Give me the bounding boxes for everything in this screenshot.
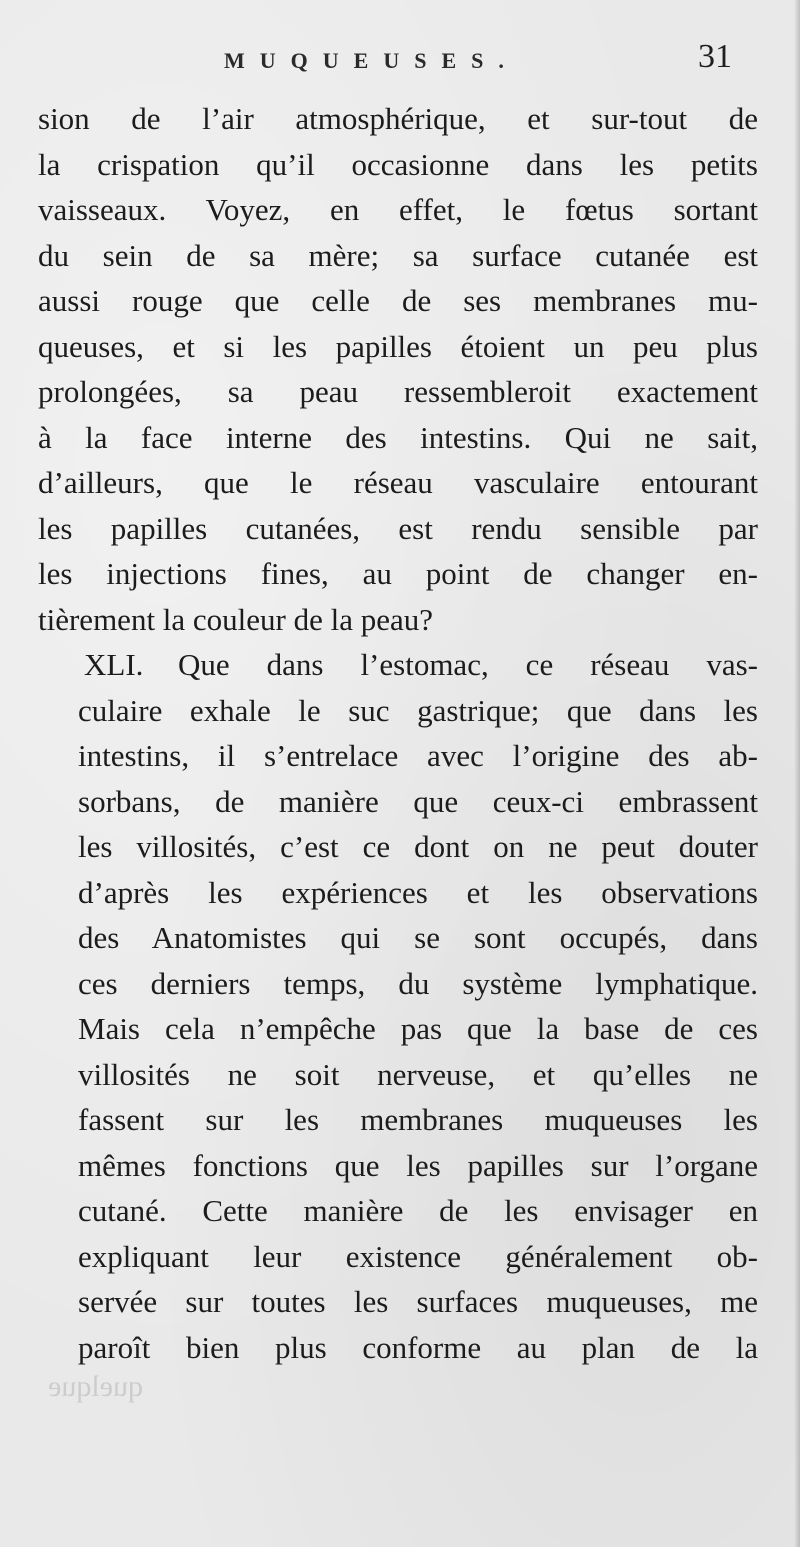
text-line: la crispation qu’il occasionne dans les petits: [38, 146, 758, 182]
text-line: cutané. Cette manière de les envisager en: [78, 1193, 758, 1228]
section-first-line-text: Que dans l’estomac, ce réseau vas-: [178, 647, 758, 682]
text-line: aussi rouge que celle de ses membranes mu-: [38, 283, 758, 318]
page-number: 31: [698, 38, 732, 75]
text-line: sorbans, de manière que ceux-ci embrassent: [78, 783, 758, 819]
page-edge-shadow: [794, 0, 800, 1547]
text-line: queuses, et si les papilles étoient un peu plus: [38, 328, 758, 364]
text-line: intestins, il s’entrelace avec l’origine des ab-: [78, 738, 758, 773]
text-line: d’après les expériences et les observations: [78, 874, 758, 910]
text-line: ces derniers temps, du système lymphatique.: [78, 965, 758, 1001]
text-line: prolongées, sa peau ressembleroit exactement: [38, 374, 758, 409]
text-line: paroît bien plus conforme au plan de la: [78, 1329, 758, 1365]
text-line: d’ailleurs, que le réseau vasculaire entourant: [38, 465, 758, 500]
text-line: culaire exhale le suc gastrique; que dans les: [78, 692, 758, 728]
text-line: les papilles cutanées, est rendu sensible par: [38, 510, 758, 546]
show-through-text: quelque: [48, 1370, 143, 1403]
text-line: à la face interne des intestins. Qui ne sait,: [38, 419, 758, 455]
text-line: fassent sur les membranes muqueuses les: [78, 1102, 758, 1137]
text-line: vaisseaux. Voyez, en effet, le fœtus sortant: [38, 192, 758, 227]
section-first-line: [38, 642, 758, 688]
text-line: les villosités, c’est ce dont on ne peut douter: [78, 829, 758, 864]
text-line: expliquant leur existence généralement ob-: [78, 1238, 758, 1274]
text-line: Mais cela n’empêche pas que la base de ces: [78, 1011, 758, 1046]
text-line: des Anatomistes qui se sont occupés, dans: [78, 920, 758, 955]
text-line: du sein de sa mère; sa surface cutanée est: [38, 237, 758, 273]
text-line: servée sur toutes les surfaces muqueuses, me: [78, 1284, 758, 1319]
text-line: les injections fines, au point de changer en-: [38, 556, 758, 591]
text-line: villosités ne soit nerveuse, et qu’elles ne: [78, 1056, 758, 1092]
running-title: MUQUEUSES.: [224, 48, 519, 73]
text-line: tièrement la couleur de la peau?: [38, 601, 434, 637]
section-number: XLI.: [84, 647, 144, 682]
text-line: mêmes fonctions que les papilles sur l’organe: [78, 1147, 758, 1183]
body-text: [38, 96, 758, 1370]
text-line: sion de l’air atmosphérique, et sur-tout de: [38, 101, 758, 136]
